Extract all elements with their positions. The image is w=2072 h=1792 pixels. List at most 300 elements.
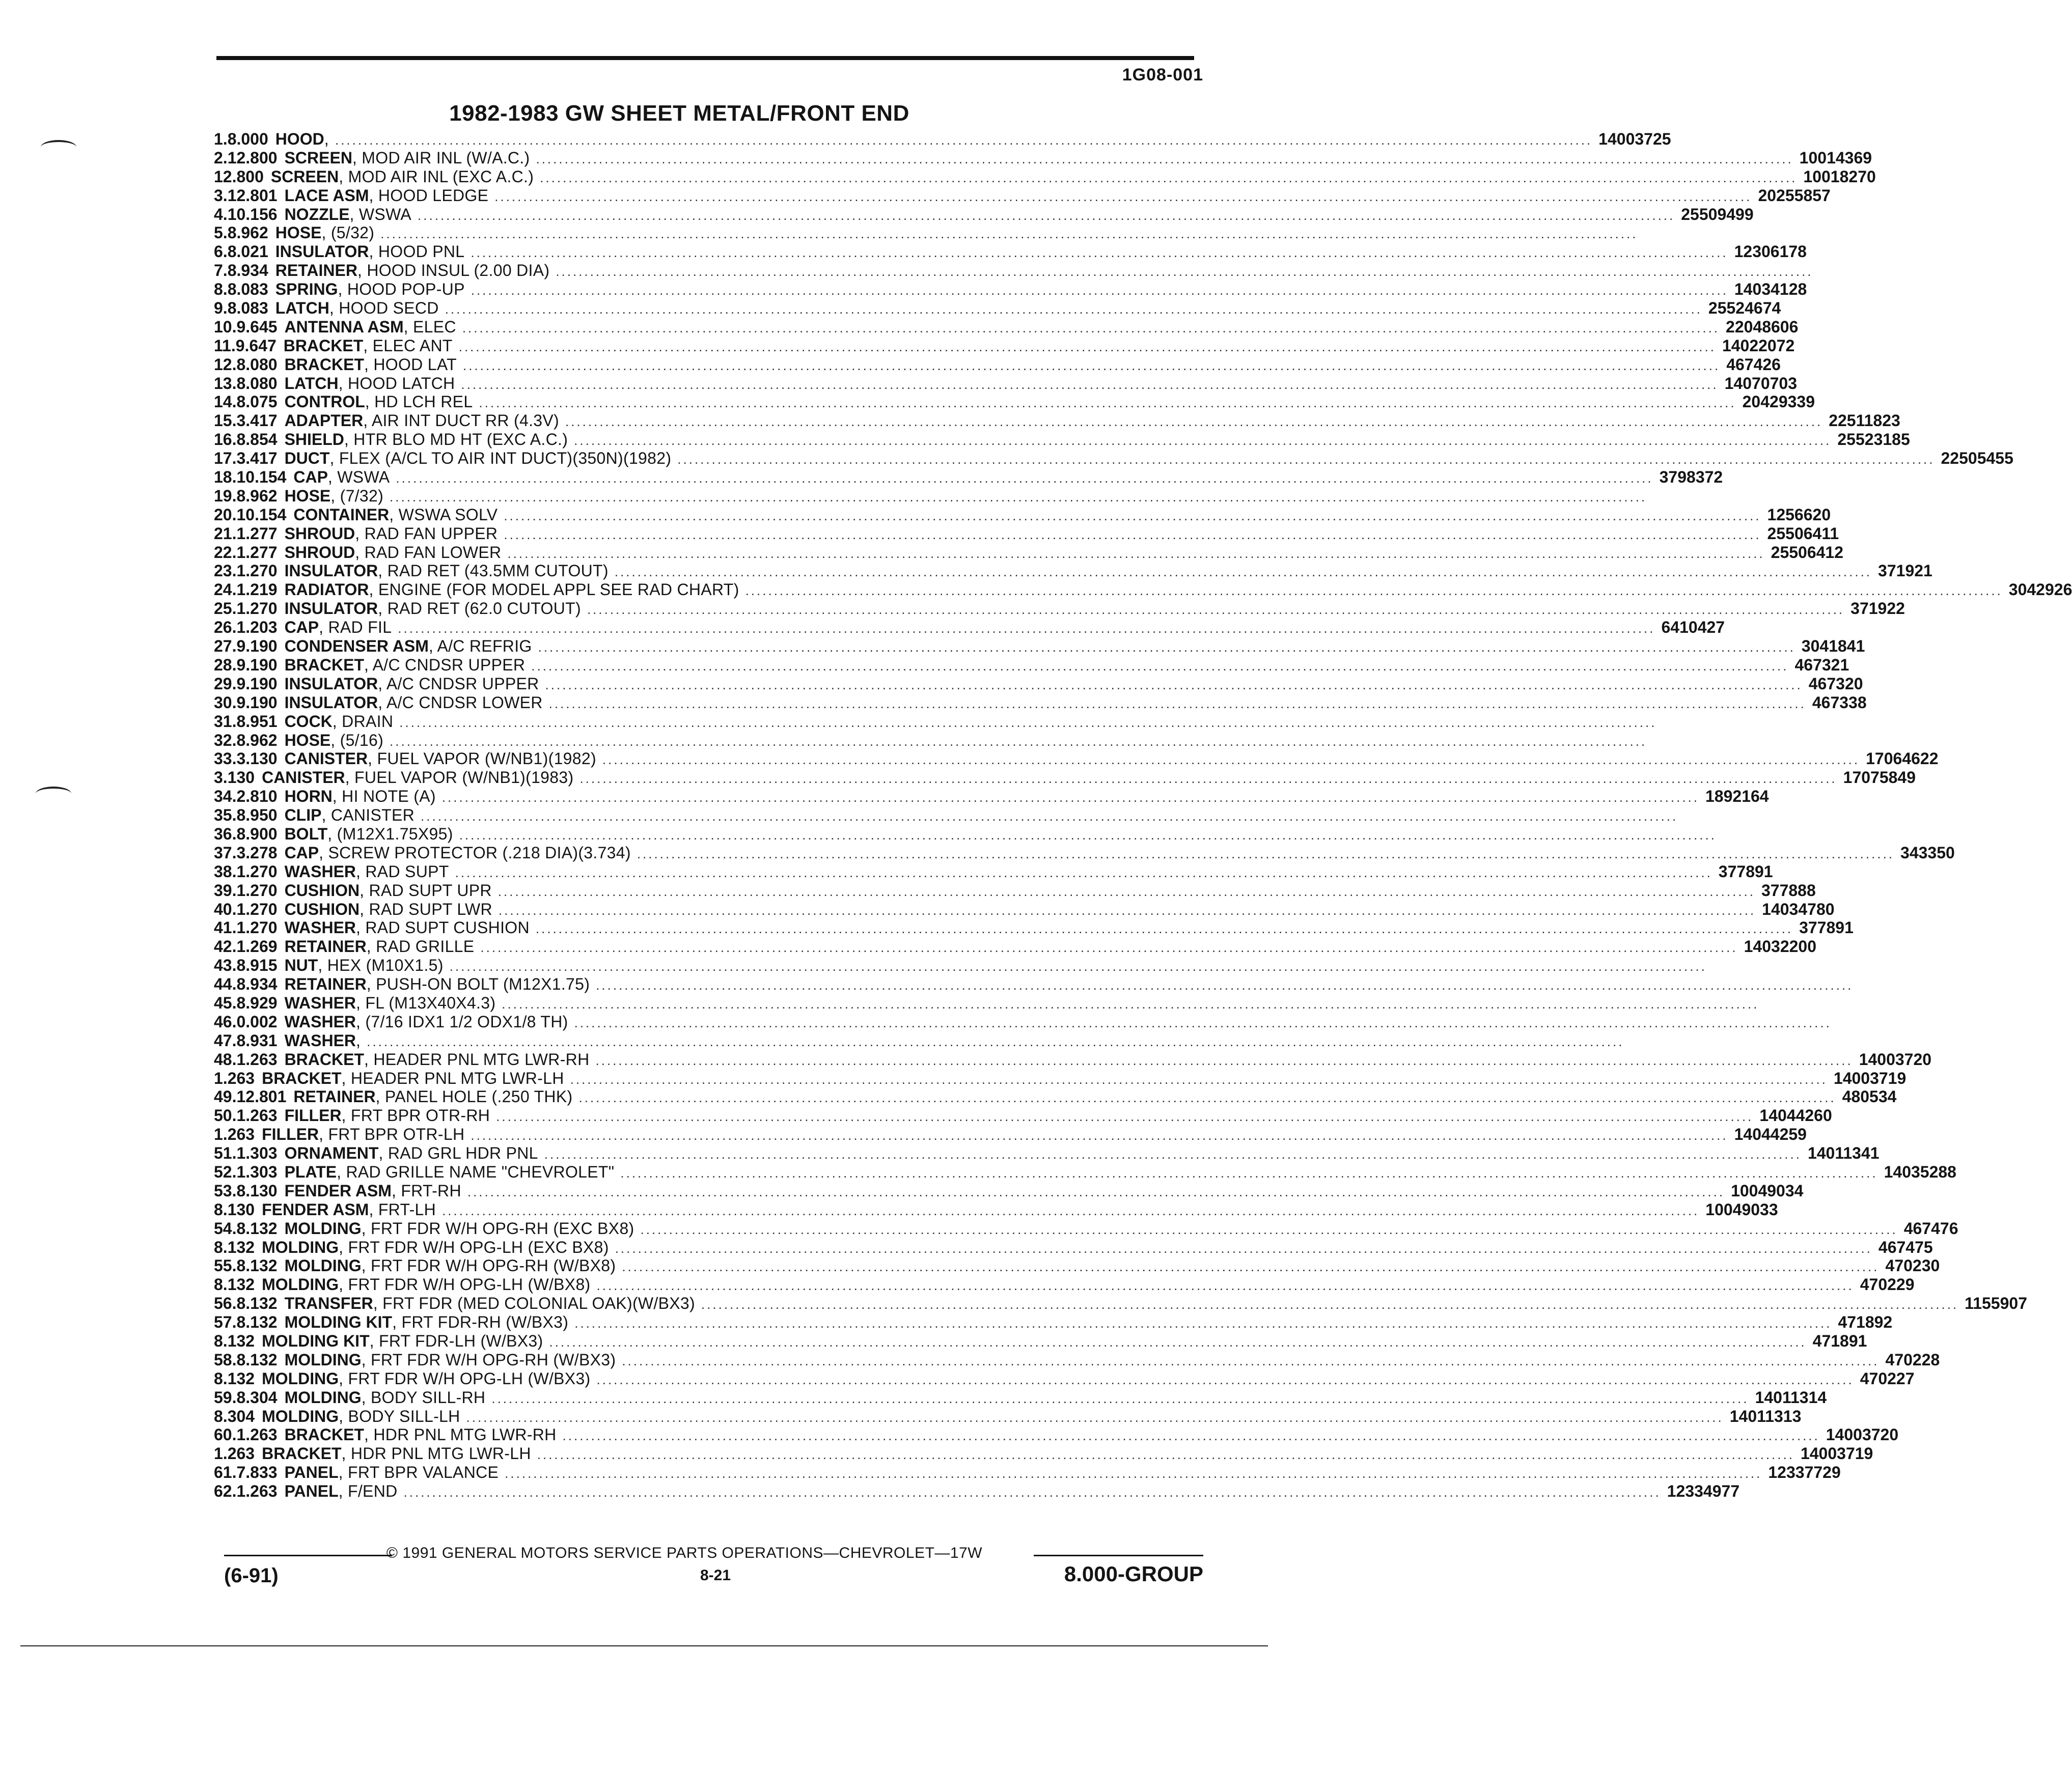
- part-description: , A/C REFRIG: [428, 637, 532, 656]
- part-number: 24.: [214, 580, 237, 599]
- part-number: 35.: [214, 806, 237, 825]
- footer-rule-right: [1034, 1555, 1203, 1556]
- part-description: , FRT FDR W/H OPG-RH (W/BX8): [361, 1256, 616, 1275]
- part-number: 44.: [214, 975, 237, 994]
- part-row: [214, 1463, 1841, 1482]
- group-number: 1.277: [236, 524, 278, 543]
- catalog-part-number: 14003720: [1859, 1050, 1932, 1069]
- part-name: HOSE: [284, 731, 331, 749]
- catalog-part-number: 10018270: [1803, 167, 1876, 186]
- leader-dots: ............................................................................................................................................................................................................................: [504, 526, 1761, 542]
- part-name: BRACKET: [284, 1425, 364, 1444]
- catalog-part-number: 470228: [1885, 1350, 1940, 1369]
- leader-dots: ............................................................................................................................................................................................................................: [398, 621, 1655, 636]
- part-name: INSULATOR: [275, 242, 369, 261]
- part-row: [214, 1219, 1958, 1238]
- page-id: 1G08-001: [1122, 65, 1203, 85]
- part-number: 36.: [214, 824, 237, 843]
- catalog-part-number: 14034780: [1762, 900, 1835, 918]
- part-row: [214, 524, 1839, 543]
- part-number: 8.: [214, 280, 228, 299]
- leader-dots: ............................................................................................................................................................................................................................: [596, 1278, 1854, 1294]
- leader-dots: ............................................................................................................................................................................................................................: [574, 1015, 1832, 1030]
- part-number: 49.: [214, 1087, 237, 1106]
- part-description: , CANISTER: [321, 806, 415, 825]
- catalog-part-number: 471891: [1812, 1332, 1867, 1350]
- margin-mark: [36, 787, 71, 801]
- leader-dots: ............................................................................................................................................................................................................................: [496, 1109, 1754, 1125]
- catalog-part-number: 22505455: [1941, 449, 2013, 468]
- catalog-part-number: 14070703: [1724, 374, 1797, 393]
- leader-dots: ............................................................................................................................................................................................................................: [622, 1259, 1880, 1275]
- part-number: 47.: [214, 1031, 237, 1050]
- part-name: HORN: [284, 787, 333, 806]
- catalog-part-number: 25523185: [1837, 430, 1910, 449]
- leader-dots: ............................................................................................................................................................................................................................: [745, 583, 2003, 599]
- part-name: BRACKET: [283, 336, 364, 355]
- leader-dots: ............................................................................................................................................................................................................................: [390, 733, 1647, 749]
- part-description: , HOOD PNL: [369, 242, 465, 261]
- catalog-part-number: 20255857: [1758, 186, 1831, 205]
- part-name: HOSE: [284, 486, 331, 505]
- part-row: [214, 674, 1863, 693]
- leader-dots: ............................................................................................................................................................................................................................: [540, 170, 1798, 185]
- part-row: [214, 749, 1939, 768]
- part-description: , MOD AIR INL (W/A.C.): [352, 148, 530, 167]
- part-row: [214, 768, 1916, 787]
- part-description: , FRT FDR-LH (W/BX3): [369, 1332, 543, 1350]
- group-number: 3.278: [236, 843, 278, 862]
- leader-dots: ............................................................................................................................................................................................................................: [367, 1033, 1624, 1049]
- group-number: 8.962: [236, 731, 278, 749]
- group-number: 8.132: [236, 1313, 278, 1332]
- part-number: 20.: [214, 505, 237, 524]
- catalog-part-number: 14022072: [1722, 336, 1795, 355]
- part-description: , RAD SUPT: [356, 862, 449, 881]
- part-name: PLATE: [284, 1162, 337, 1181]
- part-name: MOLDING: [284, 1219, 362, 1238]
- part-description: , HOOD LAT: [364, 355, 457, 374]
- part-name: MOLDING: [262, 1407, 339, 1425]
- part-row: [214, 1106, 1832, 1125]
- catalog-part-number: 470230: [1885, 1256, 1940, 1275]
- part-name: BRACKET: [262, 1444, 342, 1463]
- part-description: , WSWA: [349, 205, 412, 223]
- part-name: CANISTER: [284, 749, 368, 768]
- part-number: 56.: [214, 1294, 237, 1313]
- part-row: [214, 1069, 1907, 1088]
- catalog-part-number: 22511823: [1829, 411, 1900, 430]
- group-number: 1.263: [236, 1482, 278, 1501]
- part-row: [214, 1275, 1915, 1294]
- part-row: [214, 299, 1781, 318]
- part-number: 19.: [214, 486, 237, 505]
- group-number: 8.132: [236, 1294, 278, 1313]
- catalog-part-number: 371921: [1878, 562, 1932, 580]
- part-description: , RAD GRL HDR PNL: [378, 1144, 538, 1163]
- part-row: [214, 468, 1723, 487]
- part-number: 11.: [214, 336, 236, 355]
- group-number: 8.934: [227, 261, 268, 280]
- part-number: 17.: [214, 449, 237, 468]
- group-number: 1.219: [236, 580, 278, 599]
- leader-dots: ............................................................................................................................................................................................................................: [622, 1353, 1880, 1368]
- leader-dots: ............................................................................................................................................................................................................................: [467, 1184, 1725, 1199]
- part-description: ,: [356, 1031, 361, 1050]
- part-row: [214, 242, 1807, 261]
- leader-dots: ............................................................................................................................................................................................................................: [549, 1334, 1807, 1350]
- part-row: [214, 655, 1849, 675]
- copyright-line: © 1991 GENERAL MOTORS SERVICE PARTS OPERATIONS—CHEVROLET—17W: [386, 1545, 983, 1561]
- part-description: , WSWA SOLV: [389, 505, 498, 524]
- group-number: 9.190: [236, 637, 278, 656]
- catalog-part-number: 371922: [1850, 599, 1905, 618]
- group-number: 8.130: [236, 1181, 278, 1200]
- part-name: COCK: [284, 712, 333, 731]
- part-description: , FUEL VAPOR (W/NB1)(1983): [345, 768, 574, 787]
- catalog-part-number: 14034128: [1734, 280, 1807, 299]
- part-number: 60.: [214, 1425, 237, 1444]
- part-number: 38.: [214, 862, 237, 881]
- part-description: , FRT FDR W/H OPG-LH (W/BX3): [339, 1369, 591, 1388]
- group-number: 10.154: [236, 468, 287, 487]
- part-row: [214, 1238, 1933, 1257]
- catalog-part-number: 467475: [1878, 1238, 1933, 1256]
- part-name: BRACKET: [284, 355, 364, 374]
- part-name: SCREEN: [284, 148, 352, 167]
- group-number: 1.303: [236, 1144, 278, 1163]
- part-number: 50.: [214, 1106, 237, 1125]
- part-row: [214, 205, 1754, 224]
- group-number: 10.154: [236, 505, 287, 524]
- leader-dots: ............................................................................................................................................................................................................................: [556, 264, 1813, 279]
- part-number: 13.: [214, 374, 237, 393]
- leader-dots: ............................................................................................................................................................................................................................: [574, 433, 1832, 449]
- part-number: 58.: [214, 1350, 237, 1369]
- leader-dots: ............................................................................................................................................................................................................................: [396, 470, 1653, 486]
- leader-dots: ............................................................................................................................................................................................................................: [574, 1315, 1832, 1331]
- catalog-part-number: 377888: [1761, 881, 1816, 900]
- part-description: , FRT FDR W/H OPG-RH (W/BX3): [361, 1350, 616, 1369]
- leader-dots: ............................................................................................................................................................................................................................: [507, 545, 1765, 561]
- leader-dots: ............................................................................................................................................................................................................................: [403, 1485, 1661, 1500]
- leader-dots: ............................................................................................................................................................................................................................: [565, 414, 1823, 430]
- part-row: [214, 1125, 1807, 1144]
- part-description: , HEX (M10X1.5): [318, 956, 444, 975]
- leader-dots: ............................................................................................................................................................................................................................: [466, 1409, 1724, 1425]
- part-name: SHROUD: [284, 543, 355, 562]
- part-name: BOLT: [284, 824, 328, 843]
- part-name: MOLDING: [284, 1350, 362, 1369]
- part-name: CUSHION: [284, 900, 360, 918]
- leader-dots: ............................................................................................................................................................................................................................: [471, 1128, 1728, 1143]
- part-name: BRACKET: [284, 655, 364, 674]
- leader-dots: ............................................................................................................................................................................................................................: [596, 977, 1854, 993]
- group-number: 8.900: [236, 824, 278, 843]
- part-row: [214, 186, 1831, 205]
- catalog-part-number: 12337729: [1768, 1463, 1841, 1482]
- leader-dots: ............................................................................................................................................................................................................................: [677, 452, 1935, 467]
- leader-dots: ............................................................................................................................................................................................................................: [455, 864, 1712, 880]
- leader-dots: ............................................................................................................................................................................................................................: [614, 564, 1872, 580]
- part-description: , HD LCH REL: [365, 393, 473, 411]
- leader-dots: ............................................................................................................................................................................................................................: [421, 808, 1678, 824]
- group-number: 3.417: [236, 449, 278, 468]
- catalog-part-number: 1256620: [1767, 505, 1831, 524]
- part-number: 57.: [214, 1313, 237, 1332]
- catalog-part-number: 3042926: [2008, 580, 2072, 599]
- part-number: 18.: [214, 468, 237, 487]
- part-description: , FRT-RH: [391, 1181, 461, 1200]
- part-name: CONDENSER ASM: [284, 637, 429, 656]
- part-number: 22.: [214, 543, 237, 562]
- part-description: , ELEC: [403, 317, 456, 336]
- catalog-part-number: 467321: [1794, 655, 1849, 674]
- catalog-part-number: 1892164: [1705, 787, 1769, 806]
- part-name: CUSHION: [284, 881, 360, 900]
- group-number: 1.277: [236, 543, 278, 562]
- leader-dots: ............................................................................................................................................................................................................................: [491, 1390, 1749, 1406]
- part-name: LATCH: [284, 374, 339, 393]
- leader-dots: ............................................................................................................................................................................................................................: [459, 827, 1717, 843]
- part-row: [214, 1050, 1932, 1069]
- part-description: , RAD SUPT CUSHION: [356, 918, 530, 937]
- group-number: 8.950: [236, 806, 278, 825]
- part-description: , FRT FDR (MED COLONIAL OAK)(W/BX3): [373, 1294, 695, 1313]
- part-row: [214, 486, 1647, 506]
- part-name: WASHER: [284, 1031, 356, 1050]
- part-number: 5.: [214, 223, 228, 242]
- part-name: MOLDING: [262, 1238, 339, 1256]
- part-description: , RAD FAN LOWER: [355, 543, 502, 562]
- part-number: 53.: [214, 1181, 237, 1200]
- group-number: 8.075: [236, 393, 278, 411]
- group-number: 3.130: [214, 768, 255, 787]
- part-description: , FRT FDR W/H OPG-RH (EXC BX8): [361, 1219, 634, 1238]
- part-description: , PUSH-ON BOLT (M12X1.75): [366, 975, 590, 994]
- part-row: [214, 1012, 1832, 1031]
- part-description: , ENGINE (FOR MODEL APPL SEE RAD CHART): [369, 580, 739, 599]
- part-description: , HDR PNL MTG LWR-LH: [341, 1444, 531, 1463]
- group-number: 3.130: [236, 749, 278, 768]
- group-number: 1.263: [214, 1069, 255, 1087]
- part-description: , FRT FDR W/H OPG-LH (EXC BX8): [339, 1238, 609, 1256]
- group-number: 7.833: [236, 1463, 278, 1482]
- part-description: , FRT BPR OTR-RH: [341, 1106, 490, 1125]
- catalog-part-number: 10049033: [1705, 1200, 1778, 1219]
- leader-dots: ............................................................................................................................................................................................................................: [418, 207, 1675, 223]
- part-name: NOZZLE: [284, 205, 350, 223]
- part-row: [214, 900, 1835, 919]
- part-number: 29.: [214, 674, 237, 693]
- part-number: 59.: [214, 1388, 237, 1407]
- catalog-part-number: 14044260: [1759, 1106, 1832, 1125]
- leader-dots: ............................................................................................................................................................................................................................: [479, 395, 1736, 411]
- leader-dots: ............................................................................................................................................................................................................................: [595, 1052, 1853, 1068]
- part-description: , HTR BLO MD HT (EXC A.C.): [344, 430, 568, 449]
- part-name: CAP: [293, 468, 328, 487]
- part-name: CANISTER: [262, 768, 345, 787]
- leader-dots: ............................................................................................................................................................................................................................: [442, 1202, 1700, 1218]
- part-row: [214, 1313, 1893, 1332]
- catalog-part-number: 6410427: [1661, 618, 1725, 637]
- group-number: 8.132: [236, 1350, 278, 1369]
- group-number: 1.270: [236, 918, 278, 937]
- group-number: 8.021: [227, 242, 268, 261]
- group-number: 9.190: [236, 655, 278, 674]
- part-name: CONTAINER: [293, 505, 390, 524]
- part-number: 28.: [214, 655, 237, 674]
- leader-dots: ............................................................................................................................................................................................................................: [537, 1447, 1794, 1463]
- part-name: WASHER: [284, 993, 356, 1012]
- group-number: 12.801: [227, 186, 278, 205]
- group-number: 1.269: [236, 937, 278, 956]
- group-number: 8.934: [236, 975, 278, 994]
- part-row: [214, 1144, 1880, 1163]
- part-row: [214, 317, 1799, 337]
- catalog-part-number: 22048606: [1726, 317, 1799, 336]
- part-description: , HOOD LEDGE: [369, 186, 489, 205]
- part-row: [214, 1369, 1915, 1388]
- part-number: 48.: [214, 1050, 237, 1069]
- group-number: 1.263: [214, 1444, 255, 1463]
- part-name: CLIP: [284, 806, 322, 825]
- leader-dots: ............................................................................................................................................................................................................................: [505, 1466, 1762, 1481]
- group-number: 3.417: [236, 411, 278, 430]
- part-name: SCREEN: [270, 167, 339, 186]
- part-description: ,: [324, 130, 329, 148]
- part-name: RETAINER: [275, 261, 357, 280]
- catalog-part-number: 14003725: [1598, 130, 1671, 148]
- leader-dots: ............................................................................................................................................................................................................................: [462, 357, 1721, 373]
- part-row: [214, 411, 1900, 430]
- part-row: [214, 355, 1781, 374]
- part-number: 2.: [214, 148, 228, 167]
- part-name: MOLDING KIT: [284, 1313, 393, 1332]
- part-name: LACE ASM: [284, 186, 369, 205]
- leader-dots: ............................................................................................................................................................................................................................: [494, 188, 1752, 204]
- leader-dots: ............................................................................................................................................................................................................................: [544, 1146, 1802, 1162]
- part-number: 43.: [214, 956, 237, 975]
- part-name: INSULATOR: [284, 693, 378, 712]
- group-label: 8.000-GROUP: [1064, 1562, 1203, 1586]
- part-number: 34.: [214, 787, 237, 806]
- part-number: 61.: [214, 1463, 237, 1482]
- part-row: [214, 148, 1872, 167]
- part-description: , ELEC ANT: [363, 336, 453, 355]
- part-description: , HOOD POP-UP: [338, 280, 465, 299]
- part-name: SHIELD: [284, 430, 344, 449]
- catalog-part-number: 3798372: [1659, 468, 1723, 487]
- part-name: WASHER: [284, 918, 356, 937]
- part-name: FILLER: [284, 1106, 342, 1125]
- leader-dots: ............................................................................................................................................................................................................................: [538, 639, 1795, 655]
- catalog-part-number: 14003720: [1826, 1425, 1899, 1444]
- part-name: ADAPTER: [284, 411, 364, 430]
- part-description: , A/C CNDSR UPPER: [378, 674, 539, 693]
- part-row: [214, 862, 1773, 881]
- part-number: 7.: [214, 261, 228, 280]
- part-row: [214, 336, 1795, 355]
- catalog-part-number: 14003719: [1800, 1444, 1873, 1463]
- part-row: [214, 1388, 1827, 1407]
- catalog-part-number: 467426: [1726, 355, 1781, 374]
- part-description: , A/C CNDSR UPPER: [364, 655, 526, 674]
- part-number: 3.: [214, 186, 228, 205]
- leader-dots: ............................................................................................................................................................................................................................: [449, 959, 1707, 974]
- group-number: 8.130: [214, 1200, 255, 1219]
- part-row: [214, 975, 1854, 994]
- catalog-part-number: 14035288: [1884, 1162, 1956, 1181]
- leader-dots: ............................................................................................................................................................................................................................: [548, 695, 1806, 711]
- leader-dots: ............................................................................................................................................................................................................................: [498, 883, 1755, 899]
- catalog-part-number: 25509499: [1681, 205, 1754, 223]
- part-row: [214, 261, 1813, 280]
- part-row: [214, 993, 1759, 1013]
- catalog-part-number: 25506412: [1771, 543, 1844, 562]
- catalog-part-number: 14044259: [1734, 1125, 1807, 1144]
- leader-dots: ............................................................................................................................................................................................................................: [602, 752, 1860, 768]
- part-number: 52.: [214, 1162, 237, 1181]
- part-name: RADIATOR: [284, 580, 369, 599]
- part-name: CONTROL: [284, 393, 365, 411]
- part-description: , BODY SILL-RH: [361, 1388, 486, 1407]
- part-name: INSULATOR: [284, 562, 378, 580]
- part-number: 46.: [214, 1012, 237, 1031]
- part-description: , FRT FDR W/H OPG-LH (W/BX8): [339, 1275, 591, 1294]
- part-name: MOLDING: [284, 1388, 362, 1407]
- group-number: 8.951: [236, 712, 278, 731]
- part-description: , HEADER PNL MTG LWR-LH: [341, 1069, 564, 1087]
- part-name: BRACKET: [284, 1050, 364, 1069]
- group-number: 8.083: [227, 280, 268, 299]
- part-row: [214, 1407, 1802, 1426]
- catalog-part-number: 377891: [1718, 862, 1773, 881]
- part-name: MOLDING KIT: [262, 1332, 370, 1350]
- group-number: 8.854: [236, 430, 278, 449]
- part-description: , FRT BPR OTR-LH: [319, 1125, 465, 1144]
- group-number: 1.270: [236, 862, 278, 881]
- part-row: [214, 280, 1807, 299]
- group-number: 12.800: [214, 167, 264, 186]
- group-number: 8.132: [214, 1369, 255, 1388]
- part-row: [214, 712, 1657, 731]
- group-number: 8.132: [236, 1219, 278, 1238]
- part-number: 41.: [214, 918, 237, 937]
- part-row: [214, 1162, 1956, 1182]
- part-row: [214, 1031, 1624, 1050]
- group-number: 9.645: [236, 317, 278, 336]
- revision-date: (6-91): [224, 1564, 279, 1587]
- catalog-part-number: 10049034: [1731, 1181, 1804, 1200]
- group-number: 1.263: [236, 1425, 278, 1444]
- part-number: 26.: [214, 618, 237, 637]
- part-row: [214, 806, 1678, 825]
- part-name: BRACKET: [262, 1069, 342, 1087]
- catalog-part-number: 25524674: [1708, 299, 1781, 318]
- part-description: , RAD GRILLE: [366, 937, 475, 956]
- part-name: WASHER: [284, 1012, 356, 1031]
- part-description: , A/C CNDSR LOWER: [378, 693, 543, 712]
- catalog-part-number: 17075849: [1843, 768, 1916, 787]
- part-name: INSULATOR: [284, 674, 378, 693]
- margin-mark: [41, 140, 76, 154]
- catalog-part-number: 12306178: [1734, 242, 1807, 261]
- part-row: [214, 130, 1671, 149]
- leader-dots: ............................................................................................................................................................................................................................: [471, 245, 1728, 261]
- group-number: 9.647: [235, 336, 277, 355]
- part-number: 42.: [214, 937, 237, 956]
